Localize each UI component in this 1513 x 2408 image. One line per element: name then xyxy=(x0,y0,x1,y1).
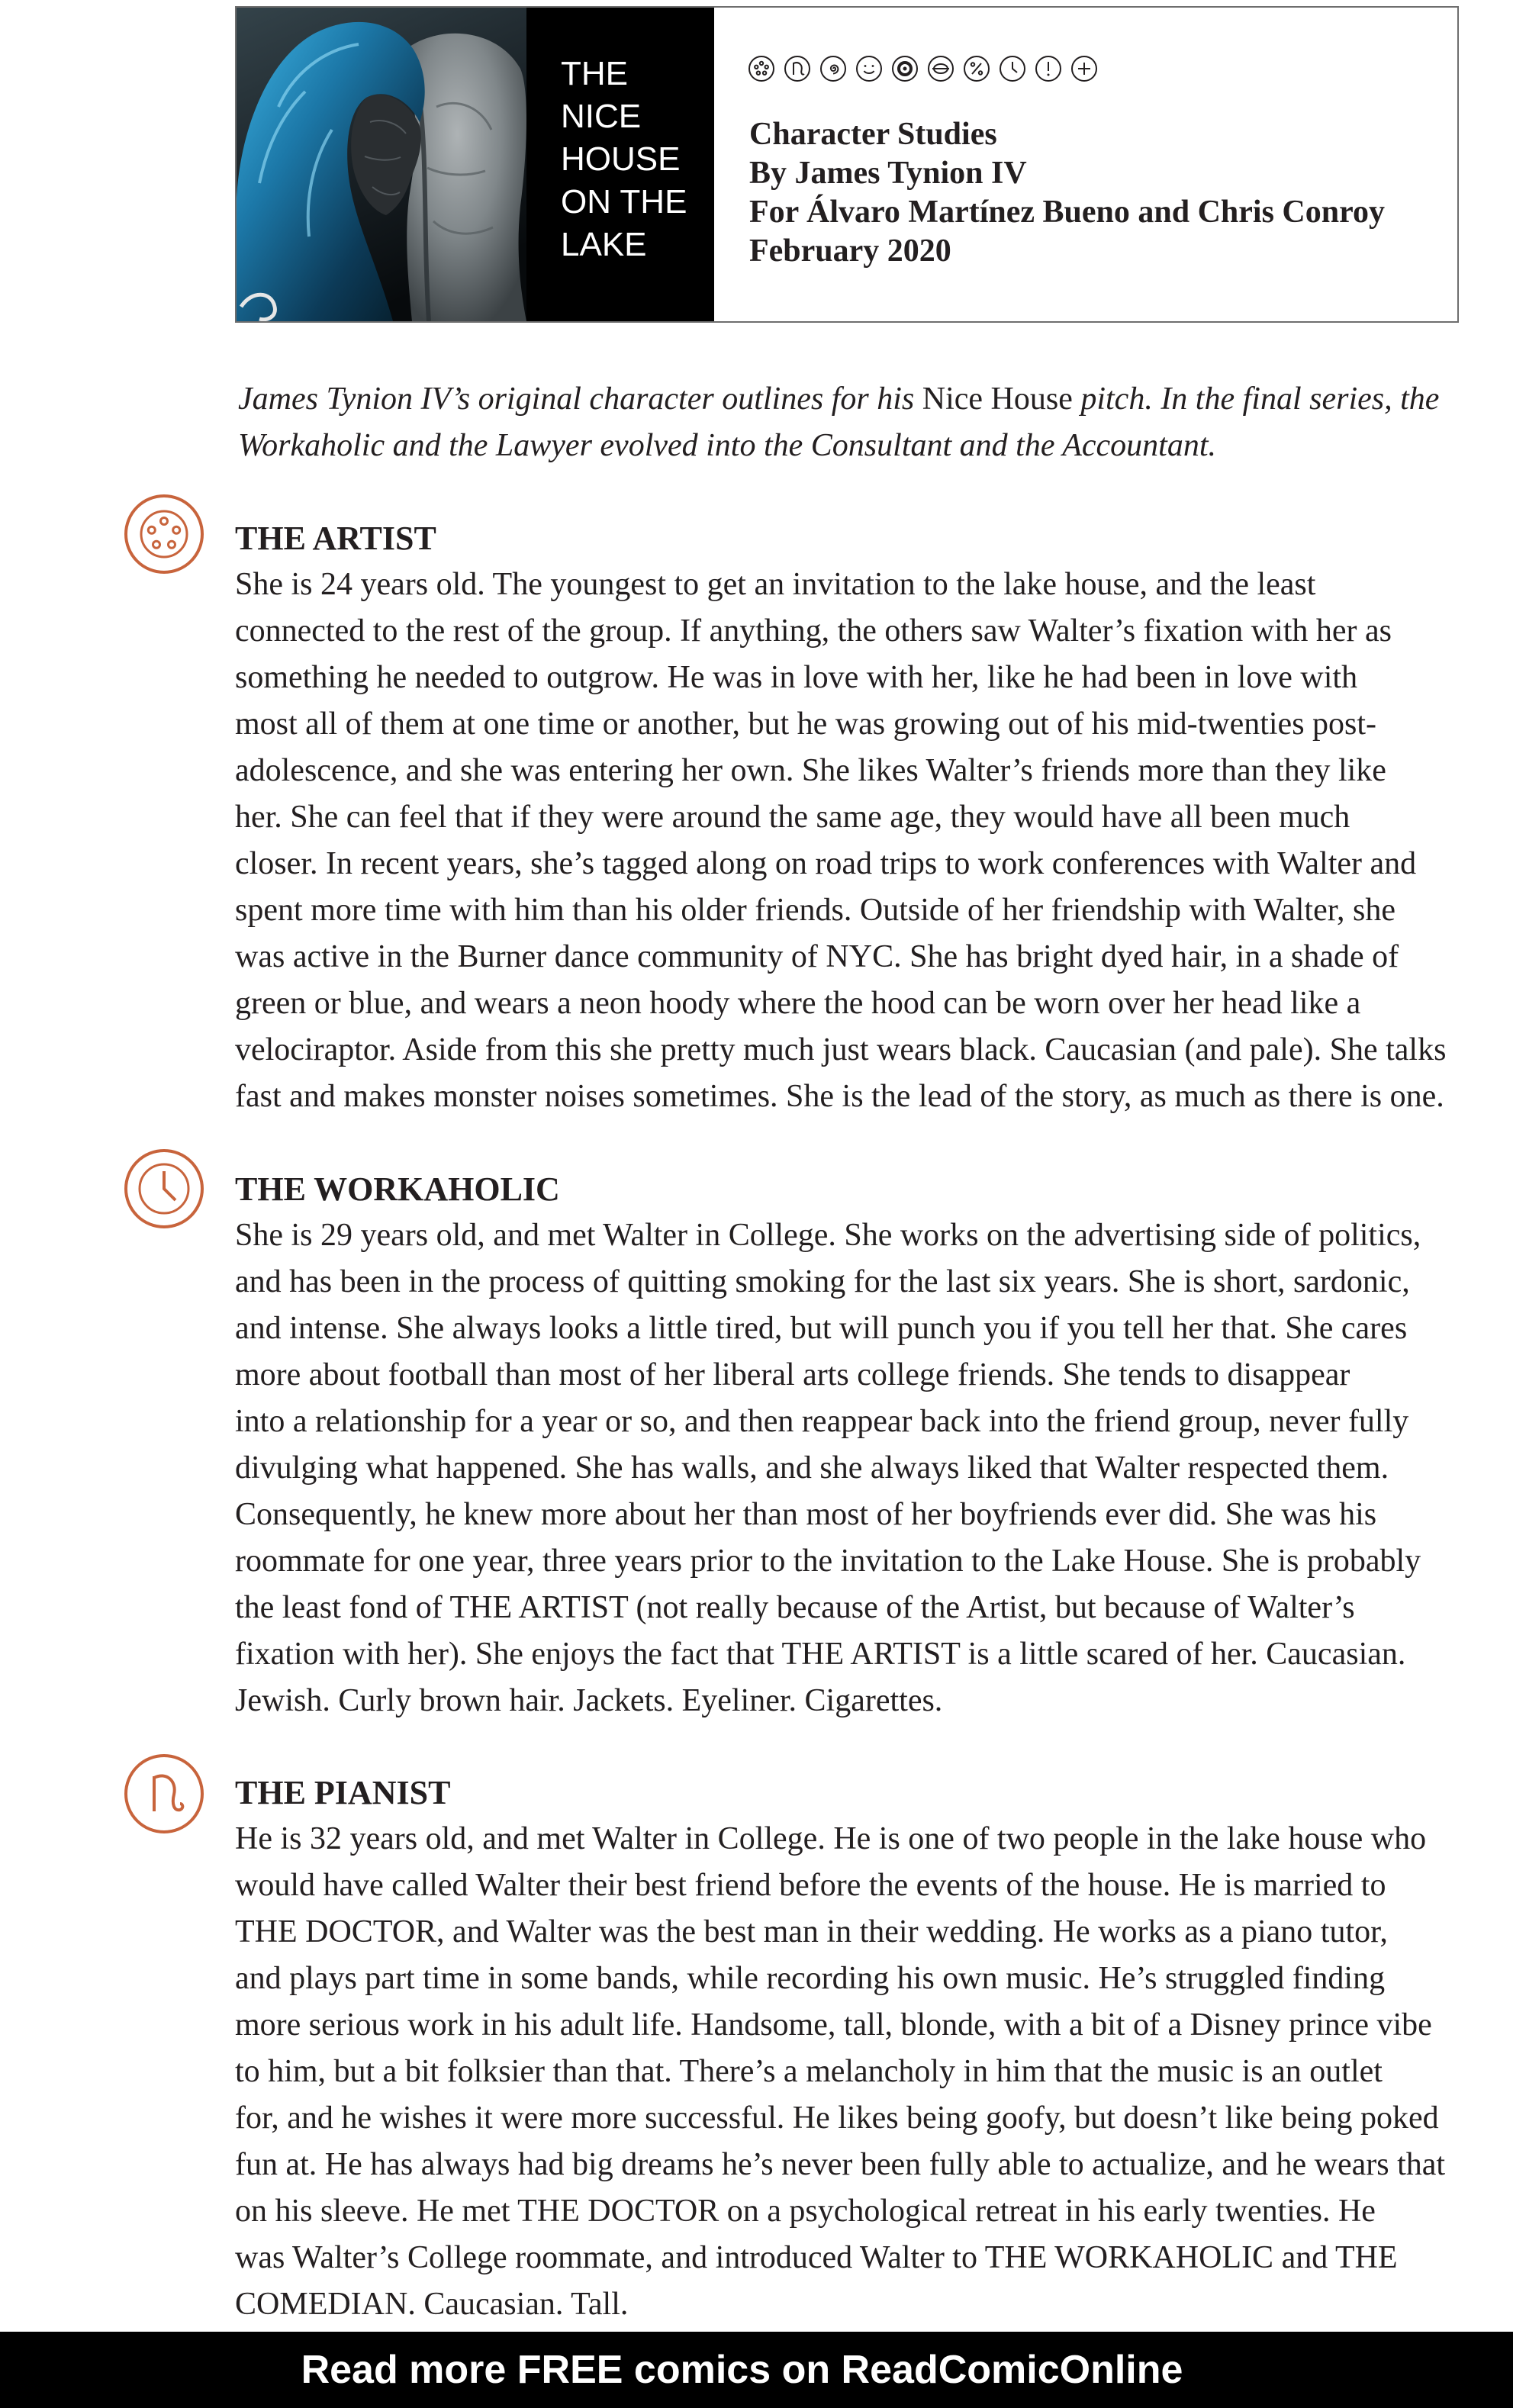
section-heading: THE PIANIST xyxy=(235,1774,451,1811)
body-line: She is 29 years old, and met Walter in College. She works on the advertising side of politics, xyxy=(235,1218,1421,1253)
series-title-line: LAKE xyxy=(561,226,647,263)
body-line: would have called Walter their best friend before the events of the house. He is married to xyxy=(235,1868,1386,1903)
body-line: most all of them at one time or another, but he was growing out of his mid-twenties post- xyxy=(235,707,1377,742)
smiley-icon xyxy=(855,55,883,82)
body-line: fun at. He has always had big dreams he’s never been fully able to actualize, and he wears that xyxy=(235,2147,1446,2182)
body-line: something he needed to outgrow. He was in love with her, like he had been in love with xyxy=(235,660,1358,695)
intro-text: James Tynion IV’s original character outlines for his xyxy=(238,381,922,417)
body-line: fast and makes monster noises sometimes. She is the lead of the story, as much as there is one. xyxy=(235,1079,1444,1114)
series-title-line: THE xyxy=(561,55,628,92)
body-line: COMEDIAN. Caucasian. Tall. xyxy=(235,2287,629,2322)
document-author: By James Tynion IV xyxy=(749,156,1027,191)
footer-banner xyxy=(0,2332,1513,2408)
minus-circle-icon xyxy=(927,55,954,82)
target-icon xyxy=(891,55,919,82)
document-recipients: For Álvaro Martínez Bueno and Chris Conroy xyxy=(749,195,1386,230)
document-title: Character Studies xyxy=(749,117,997,152)
body-line: spent more time with him than his older friends. Outside of her friendship with Walter, she xyxy=(235,893,1396,928)
body-line: He is 32 years old, and met Walter in College. He is one of two people in the lake house who xyxy=(235,1821,1427,1856)
pianist-music-note-icon xyxy=(124,1753,204,1834)
character-icon-row xyxy=(748,55,1098,82)
workaholic-clock-icon xyxy=(124,1148,204,1229)
body-line: Jewish. Curly brown hair. Jackets. Eyeliner. Cigarettes. xyxy=(235,1683,943,1718)
body-line: was active in the Burner dance community of NYC. She has bright dyed hair, in a shade of xyxy=(235,939,1399,974)
body-line: for, and he wishes it were more successful. He likes being goofy, but doesn’t like being poked xyxy=(235,2101,1439,2136)
body-line: THE DOCTOR, and Walter was the best man in their wedding. He works as a piano tutor, xyxy=(235,1914,1388,1949)
section-artist xyxy=(235,515,1446,1120)
intro-note xyxy=(238,376,1439,469)
series-title-line: HOUSE xyxy=(561,140,681,178)
body-line: velociraptor. Aside from this she pretty much just wears black. Caucasian (and pale). She talks xyxy=(235,1032,1447,1067)
section-pianist xyxy=(235,1769,1445,2328)
body-line: her. She can feel that if they were around the same age, they would have all been much xyxy=(235,800,1350,835)
section-heading: THE WORKAHOLIC xyxy=(235,1170,560,1208)
info-panel xyxy=(714,8,1457,321)
body-line: to him, but a bit folksier than that. There’s a melancholy in him that the music is an outlet xyxy=(235,2054,1383,2089)
palette-icon xyxy=(748,55,775,82)
body-line: and has been in the process of quitting smoking for the last six years. She is short, sardonic, xyxy=(235,1264,1410,1299)
body-line: more serious work in his adult life. Handsome, tall, blonde, with a bit of a Disney prince vibe xyxy=(235,2007,1432,2043)
section-workaholic xyxy=(235,1166,1421,1724)
music-note-icon xyxy=(784,55,811,82)
body-line: was Walter’s College roommate, and introduced Walter to THE WORKAHOLIC and THE xyxy=(235,2240,1398,2275)
intro-line xyxy=(238,376,1439,423)
series-title-line: ON THE xyxy=(561,183,687,221)
cover-artwork xyxy=(237,8,526,321)
body-line: She is 24 years old. The youngest to get an invitation to the lake house, and the least xyxy=(235,567,1316,602)
section-heading: THE ARTIST xyxy=(235,520,436,557)
spiral-icon xyxy=(819,55,847,82)
intro-text: pitch. In the final series, the xyxy=(1072,381,1440,417)
artist-palette-icon xyxy=(124,494,204,575)
intro-series-title: Nice House xyxy=(922,381,1073,417)
body-line: on his sleeve. He met THE DOCTOR on a psychological retreat in his early twenties. He xyxy=(235,2194,1376,2229)
clock-icon xyxy=(999,55,1026,82)
header-box xyxy=(235,6,1459,323)
series-title-panel xyxy=(526,8,714,321)
document-info xyxy=(749,115,1385,271)
body-line: adolescence, and she was entering her own. She likes Walter’s friends more than they like xyxy=(235,753,1386,788)
body-line: into a relationship for a year or so, and then reappear back into the friend group, never fully xyxy=(235,1404,1409,1439)
body-line: green or blue, and wears a neon hoody where the hood can be worn over her head like a xyxy=(235,986,1361,1021)
series-title-line: NICE xyxy=(561,98,642,135)
body-line: roommate for one year, three years prior to the invitation to the Lake House. She is probably xyxy=(235,1544,1421,1579)
body-line: fixation with her). She enjoys the fact that THE ARTIST is a little scared of her. Caucasian. xyxy=(235,1637,1406,1672)
exclamation-icon xyxy=(1035,55,1062,82)
footer-promo-link[interactable]: Read more FREE comics on ReadComicOnline xyxy=(301,2348,1183,2392)
body-line: and intense. She always looks a little tired, but will punch you if you tell her that. She cares xyxy=(235,1311,1408,1346)
body-line: more about football than most of her liberal arts college friends. She tends to disappear xyxy=(235,1357,1350,1392)
body-line: connected to the rest of the group. If anything, the others saw Walter’s fixation with her as xyxy=(235,613,1392,649)
body-line: the least fond of THE ARTIST (not really because of the Artist, but because of Walter’s xyxy=(235,1590,1355,1625)
plus-circle-icon xyxy=(1070,55,1098,82)
body-line: Consequently, he knew more about her than most of her boyfriends ever did. She was his xyxy=(235,1497,1377,1532)
body-line: and plays part time in some bands, while recording his own music. He’s struggled finding xyxy=(235,1961,1386,1996)
body-line: divulging what happened. She has walls, and she always liked that Walter respected them. xyxy=(235,1450,1389,1486)
document-date: February 2020 xyxy=(749,233,951,269)
percent-icon xyxy=(963,55,990,82)
intro-line: Workaholic and the Lawyer evolved into the Consultant and the Accountant. xyxy=(238,428,1216,463)
body-line: closer. In recent years, she’s tagged along on road trips to work conferences with Walter and xyxy=(235,846,1417,881)
